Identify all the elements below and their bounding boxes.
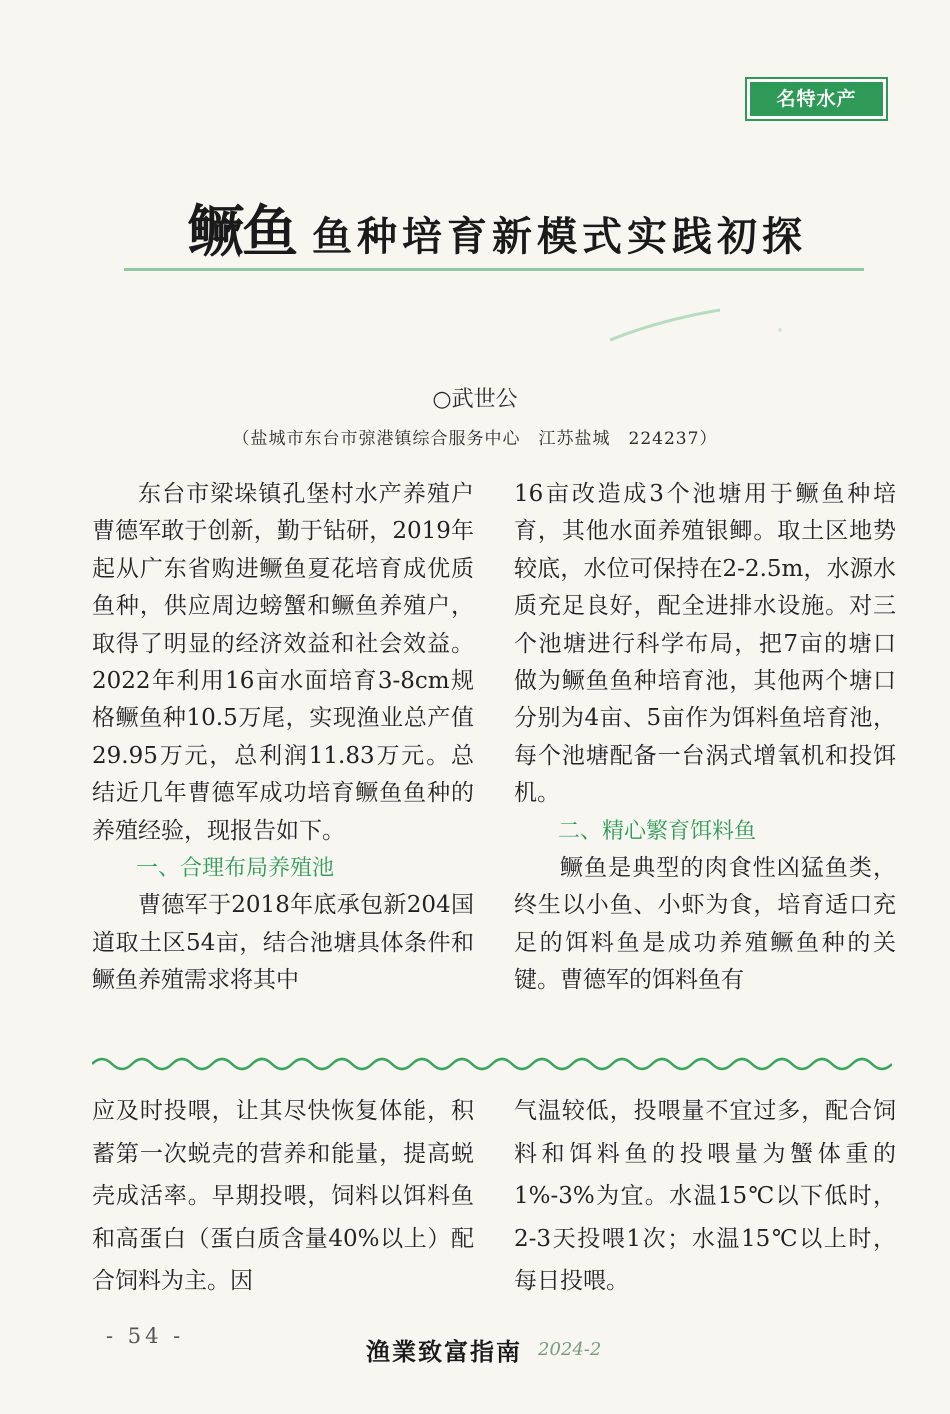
body-column-3 [92,1090,474,1303]
page-title: 鱼种培育新模式实践初探 [312,214,807,260]
affiliation: （盐城市东台市弶港镇综合服务中心 江苏盐城 224237） [232,429,718,449]
paragraph: 鳜鱼是典型的肉食性凶猛鱼类，终生以小鱼、小虾为食，培育适口充足的饵料鱼是成功养殖鳜鱼种的关键。曹德军的饵料鱼有 [514,855,896,994]
body-column-1 [92,476,474,1000]
title-divider [124,268,864,271]
section-heading-2: 二、精心繁育饵料鱼 [558,818,757,844]
issue-number: 2024-2 [538,1339,602,1360]
section-heading-1: 一、合理布局养殖池 [136,856,335,882]
paragraph: 东台市梁垛镇孔堡村水产养殖户曹德军敢于创新，勤于钻研，2019年起从广东省购进鳜鱼夏花培育成优质鱼种，供应周边螃蟹和鳜鱼养殖户，取得了明显的经济效益和社会效益。2022年利用16亩水面培育3-8cm规格鳜鱼种10.5万尾，实现渔业总产值29.95万元，总利润11.83万元。总结近几年曹德军成功培育鳜鱼鱼种的养殖经验，现报告如下。 [92,481,474,844]
title-main-word: 鳜鱼 [188,200,296,265]
body-column-4 [514,1090,896,1303]
paragraph: 16亩改造成3个池塘用于鳜鱼种培育，其他水面养殖银鲫。取土区地势较底，水位可保持在2-2.5m，水源水质充足良好，配全进排水设施。对三个池塘进行科学布局，把7亩的塘口做为鳜鱼鱼种培育池，其他两个塘口分别为4亩、5亩作为饵料鱼培育池，每个池塘配备一台涡式增氧机和投饵机。 [514,481,896,807]
paragraph: 应及时投喂，让其尽快恢复体能，积蓄第一次蜕壳的营养和能量，提高蜕壳成活率。早期投喂，饲料以饵料鱼和高蛋白（蛋白质含量40%以上）配合饲料为主。因 [92,1098,474,1294]
page-number: - 54 - [106,1324,185,1348]
paragraph: 曹德军于2018年底承包新204国道取土区54亩，结合池塘具体条件和鳜鱼养殖需求将其中 [92,892,474,994]
body-column-2 [514,476,896,1000]
author: ○武世公 [432,387,518,412]
paragraph: 气温较低，投喂量不宜过多，配合饲料和饵料鱼的投喂量为蟹体重的1%-3%为宜。水温15℃以下低时，2-3天投喂1次；水温15℃以上时，每日投喂。 [514,1098,896,1294]
section-tag [745,77,888,121]
wave-divider [92,1052,892,1074]
decorative-swoosh-icon [600,300,810,360]
section-tag-label: 名特水产 [750,82,883,116]
journal-name: 渔業致富指南 [366,1337,522,1366]
